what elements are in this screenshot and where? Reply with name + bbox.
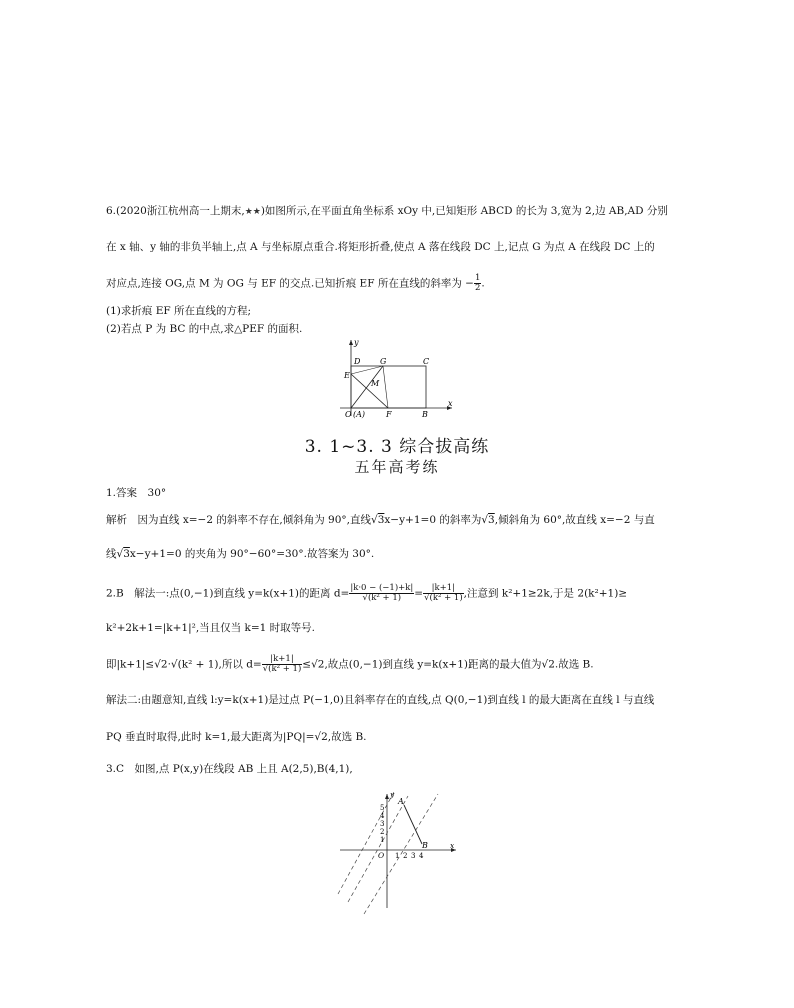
fraction <box>262 655 303 674</box>
fraction-num: |k+1| <box>262 655 303 665</box>
problem6-line2: 在 x 轴、y 轴的非负半轴上,点 A 与坐标原点重合.将矩形折叠,使点 A 落在线段 DC 上,记点 G 为点 A 在线段 DC 上的 <box>106 241 655 253</box>
label-x: x <box>448 399 453 408</box>
fraction-den: 2 <box>474 283 481 293</box>
problem6-question1: (1)求折痕 EF 所在直线的方程; <box>106 305 252 317</box>
fraction-num: |k·0 − (−1)+k| <box>350 583 414 593</box>
segment-GF <box>383 366 388 408</box>
text: x−y+1=0 的夹角为 90°−60°=30°.故答案为 30°. <box>129 548 375 560</box>
answer1-line2 <box>106 547 374 561</box>
label-F: F <box>386 410 392 419</box>
dashed-line-1 <box>338 792 394 894</box>
xtick-label: 4 <box>419 852 424 860</box>
y-axis-arrow-icon <box>385 794 389 799</box>
text: ≤√2,故点(0,−1)到直线 y=k(x+1)距离的最大值为√2.故选 B. <box>302 658 594 671</box>
text: x−y+1=0 的斜率为 <box>384 514 482 526</box>
fraction-den: √(k² + 1) <box>262 664 302 674</box>
xtick-label: 3 <box>411 852 416 860</box>
section-title: 3. 1~3. 3 综合拔高练 <box>304 437 490 457</box>
label-D: D <box>354 357 361 366</box>
label-y: y <box>354 338 359 347</box>
label-B: B <box>422 841 428 850</box>
text: 线 <box>106 548 117 560</box>
xtick-label: 2 <box>403 852 408 860</box>
text: 2.B 解法一:点(0,−1)到直线 y=k(x+1)的距离 d= <box>106 587 350 600</box>
label-G: G <box>380 357 387 366</box>
answer2-line3 <box>106 655 594 674</box>
answer2-line4: 解法二:由题意知,直线 l:y=k(x+1)是过点 P(−1,0)且斜率存在的直线,点 Q(0,−1)到直线 l 的最大距离在直线 l 与直线 <box>106 694 655 706</box>
text: 对应点,连接 OG,点 M 为 OG 与 EF 的交点.已知折痕 EF 所在直线的斜率为 − <box>106 277 474 290</box>
ytick-label: 4 <box>380 812 385 820</box>
text: ,注意到 k²+1≥2k,于是 2(k²+1)≥ <box>463 587 628 600</box>
fraction-den: √(k² + 1) <box>362 593 402 603</box>
segment-EF <box>351 374 388 408</box>
label-M: M <box>371 379 380 388</box>
ytick-label: 5 <box>380 804 385 812</box>
dashed-line-2 <box>348 796 408 902</box>
label-x: x <box>450 841 455 850</box>
fraction-num: 1 <box>474 273 481 283</box>
label-y: y <box>390 790 395 799</box>
section-subtitle: 五年高考练 <box>354 458 440 476</box>
xtick-label: 1 <box>395 852 400 860</box>
text: 即|k+1|≤√2·√(k² + 1),所以 d= <box>106 658 262 671</box>
dashed-line-3 <box>364 794 438 914</box>
problem6-question2: (2)若点 P 为 BC 的中点,求△PEF 的面积. <box>106 323 303 335</box>
problem6-line1 <box>106 204 668 219</box>
label-A: (A) <box>353 410 366 419</box>
answer1-line1 <box>106 513 655 527</box>
fraction <box>423 584 464 603</box>
label-O: O <box>378 851 385 860</box>
sqrt-value: 3 <box>377 514 385 526</box>
rectangle-ABCD <box>351 366 426 408</box>
answer2-line5: PQ 垂直时取得,此时 k=1,最大距离为|PQ|=√2,故选 B. <box>106 731 367 743</box>
star-rating-icon: ★★ <box>244 207 261 217</box>
label-C: C <box>423 357 430 366</box>
label-A: A <box>398 797 404 806</box>
y-axis-arrow-icon <box>349 340 353 345</box>
answer2-line2: k²+2k+1=|k+1|²,当且仅当 k=1 时取等号. <box>106 622 316 634</box>
answer1-head: 1.答案 30° <box>106 487 167 499</box>
segment-AB-figure <box>334 790 464 916</box>
label-E: E <box>344 371 350 380</box>
text: )如图所示,在平面直角坐标系 xOy 中,已知矩形 ABCD 的长为 3,宽为 2,边 AB,AD 分别 <box>260 205 668 217</box>
fraction-num: |k+1| <box>423 584 464 594</box>
sqrt-icon: √ <box>481 514 489 526</box>
text: . <box>481 277 485 290</box>
sqrt-icon: √ <box>116 548 124 560</box>
answer2-line1: 2.B 解法一:点(0,−1)到直线 y=k(x+1)的距离 d= $\frac{|k\cdot 0 - (-1)+k|}{\text{√(k² + 1)}}$ = $\frac{|k+1|}{\text{√(k² + 1)}}$ ,注意到 k²+1≥2k,于是 2(k²+1)≥ <box>106 583 628 603</box>
fraction <box>349 584 414 603</box>
sqrt-value: 3 <box>488 514 495 526</box>
ytick-label: 1 <box>380 836 385 844</box>
text: ,倾斜角为 60°,故直线 x=−2 与直 <box>494 514 655 526</box>
text: 解析 因为直线 x=−2 的斜率不存在,倾斜角为 90°,直线 <box>106 514 371 526</box>
ytick-label: 3 <box>380 820 385 828</box>
text: 6.(2020浙江杭州高一上期末, <box>106 205 245 217</box>
fraction-den: √(k² + 1) <box>424 593 463 603</box>
sqrt-value: 3 <box>123 548 130 560</box>
rectangle-fold-figure <box>330 336 460 420</box>
label-B: B <box>422 410 428 419</box>
label-O: O <box>345 410 352 419</box>
sqrt-icon: √ <box>371 514 378 526</box>
ytick-label: 2 <box>380 828 385 836</box>
problem6-line3 <box>106 274 485 293</box>
answer3-line1: 3.C 如图,点 P(x,y)在线段 AB 上且 A(2,5),B(4,1), <box>106 763 353 775</box>
